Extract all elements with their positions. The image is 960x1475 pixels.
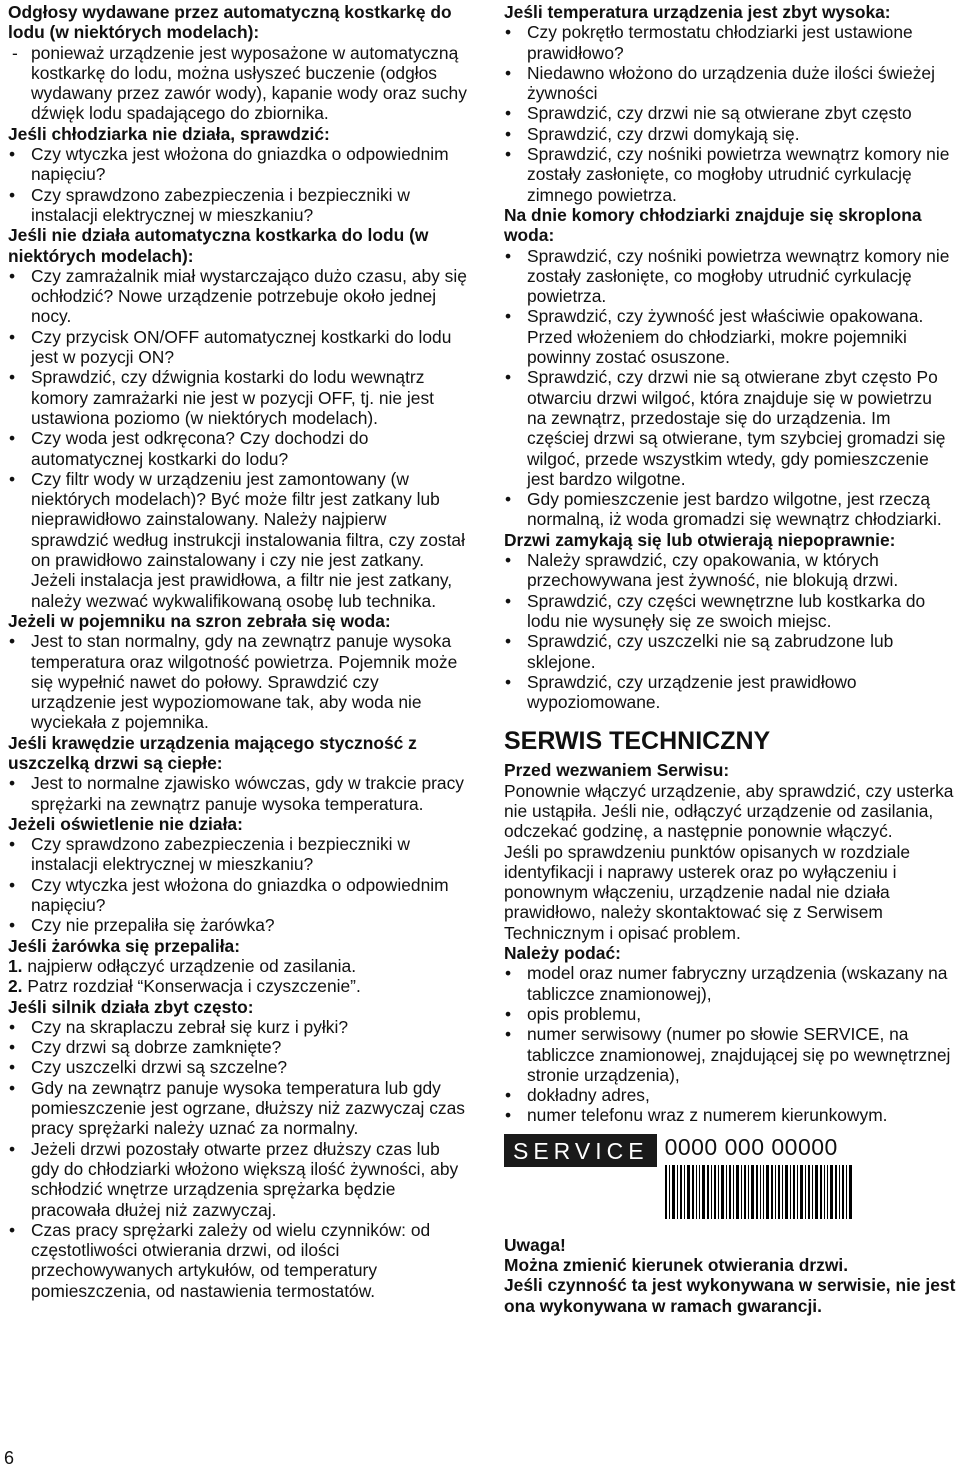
list-item: • Jest to stan normalny, gdy na zewnątrz panuje wysoka temperatura oraz wilgotność powietrza. Pojemnik może się wypełnić nawet do połowy. Sprawdzić czy urządzenie jest wypoziomowane tak, aby woda nie wyciekała z pojemnika. (8, 631, 468, 732)
section-heading-before-service: Przed wezwaniem Serwisu: (504, 760, 730, 781)
list-item: • Czy wtyczka jest włożona do gniazdka o odpowiednim napięciu? (8, 875, 468, 916)
provide-list (504, 963, 956, 1125)
before-service-paragraph-2: Jeśli po sprawdzeniu punktów opisanych w rozdziale identyfikacji i naprawy usterek oraz po wyłączeniu i ponownym włączeniu, urządzenie nadal nie działa prawidłowo, należy skontaktować się z Serwisem Technicznym i opisać problem. (504, 841, 910, 943)
warning-line: Można zmienić kierunek otwierania drzwi. (504, 1255, 849, 1276)
page-number: 6 (4, 1448, 15, 1468)
list-item: • Gdy pomieszczenie jest bardzo wilgotne, jest rzeczą normalną, iż woda gromadzi się wewnątrz chłodziarki. (504, 489, 956, 530)
list-item: • Jest to normalne zjawisko wówczas, gdy w trakcie pracy sprężarki na zewnątrz panuje wysoka temperatura. (8, 773, 468, 814)
section-heading-not-working: Jeśli chłodziarka nie działa, sprawdzić: (8, 123, 330, 144)
section-heading-temperature: Jeśli temperatura urządzenia jest zbyt wysoka: (504, 2, 891, 22)
list-item: • Czy sprawdzono zabezpieczenia i bezpieczniki w instalacji elektrycznej w mieszkaniu? (8, 834, 468, 875)
list-item: • Sprawdzić, czy nośniki powietrza wewnątrz komory nie zostały zasłonięte, co mogłoby utrudnić cyrkulację zimnego powietrza. (504, 144, 956, 205)
step-text: najpierw odłączyć urządzenie od zasilania. (27, 955, 357, 976)
list-item: • Czy przycisk ON/OFF automatycznej kostkarki do lodu jest w pozycji ON? (8, 327, 468, 368)
list-item: • dokładny adres, (504, 1085, 956, 1105)
list-item: • Czy sprawdzono zabezpieczenia i bezpieczniki w instalacji elektrycznej w mieszkaniu? (8, 185, 468, 226)
section-heading-icemaker-not-working: Jeśli nie działa automatyczna kostkarka do lodu (w niektórych modelach): (8, 225, 429, 266)
left-column (8, 2, 468, 1301)
list-item: • Sprawdzić, czy dźwignia kostarki do lodu wewnątrz komory zamrażarki nie jest w pozycji OFF, tj. nie jest ustawiona poziomo (w niektórych modelach). (8, 367, 468, 428)
warm-edges-list (8, 773, 468, 814)
service-heading: SERWIS TECHNICZNY (504, 727, 771, 756)
step-number: 1. (8, 955, 23, 976)
section-heading-doors: Drzwi zamykają się lub otwierają niepoprawnie: (504, 529, 896, 550)
list-item: • Czy woda jest odkręcona? Czy dochodzi do automatycznej kostkarki do lodu? (8, 428, 468, 469)
temperature-list (504, 22, 956, 205)
section-heading-warm-edges: Jeśli krawędzie urządzenia mającego styczność z uszczelką drzwi są ciepłe: (8, 732, 417, 773)
list-item: • Czy uszczelki drzwi są szczelne? (8, 1057, 468, 1077)
list-item: • Czy drzwi są dobrze zamknięte? (8, 1037, 468, 1057)
doors-list (504, 550, 956, 712)
section-heading-bulb: Jeśli żarówka się przepaliła: (8, 935, 240, 956)
list-item: • Czy nie przepaliła się żarówka? (8, 915, 468, 935)
list-item: • opis problemu, (504, 1004, 956, 1024)
list-item: • Czy wtyczka jest włożona do gniazdka o odpowiednim napięciu? (8, 144, 468, 185)
list-item: • Gdy na zewnątrz panuje wysoka temperatura lub gdy pomieszczenie jest ogrzane, dłuższy niż zazwyczaj czas pracy sprężarki należy uznać za normalny. (8, 1078, 468, 1139)
list-item: • Sprawdzić, czy uszczelki nie są zabrudzone lub sklejone. (504, 631, 956, 672)
icemaker-not-working-list (8, 266, 468, 611)
section-heading-light: Jeżeli oświetlenie nie działa: (8, 813, 243, 834)
list-item: • numer telefonu wraz z numerem kierunkowym. (504, 1105, 956, 1125)
list-item: • Sprawdzić, czy części wewnętrzne lub kostkarka do lodu nie wysunęły się ze swoich miejsc. (504, 591, 956, 632)
service-label-example (504, 1132, 956, 1219)
list-item: • Jeżeli drzwi pozostały otwarte przez dłuższy czas lub gdy do chłodziarki włożono większą ilość żywności, aby schłodzić wnętrze urządzenia sprężarka będzie pracowała dłużej niż zazwyczaj. (8, 1139, 468, 1220)
motor-list (8, 1017, 468, 1301)
icemaker-sounds-list (8, 43, 468, 124)
right-column (504, 2, 956, 1316)
step-text: Patrz rozdział “Konserwacja i czyszczenie”. (27, 976, 361, 997)
list-item: • Czas pracy sprężarki zależy od wielu czynników: od częstotliwości otwierania drzwi, od ilości przechowywanych artykułów, od temperatury pomieszczenia, od nastawienia termostatów. (8, 1220, 468, 1301)
step-number: 2. (8, 976, 23, 997)
list-item: • Sprawdzić, czy urządzenie jest prawidłowo wypoziomowane. (504, 672, 956, 713)
service-number: 0000 000 00000 (664, 1133, 838, 1160)
barcode-icon (665, 1165, 853, 1219)
list-item: • numer serwisowy (numer po słowie SERVICE, na tabliczce znamionowej, znajdującej się po wewnętrznej stronie urządzenia), (504, 1024, 956, 1085)
list-item: • Czy na skraplaczu zebrał się kurz i pyłki? (8, 1017, 468, 1037)
section-heading-frost-water: Jeżeli w pojemniku na szron zebrała się woda: (8, 610, 391, 631)
section-heading-condensation: Na dnie komory chłodziarki znajduje się skroplona woda: (504, 204, 922, 246)
list-item: - ponieważ urządzenie jest wyposażone w automatyczną kostkarkę do lodu, można usłyszeć buczenie (odgłos wydawany przez zawór wody), kapanie wody oraz suchy dźwięk lodu spadającego do zbiornika. (8, 43, 468, 124)
before-service-paragraph: Ponownie włączyć urządzenie, aby sprawdzić, czy usterka nie ustąpiła. Jeśli nie, odłączyć urządzenie od zasilania, odczekać godzinę, a następnie ponownie włączyć. (504, 780, 954, 842)
warning-title: Uwaga! (504, 1234, 566, 1255)
list-item: • model oraz numer fabryczny urządzenia (wskazany na tabliczce znamionowej), (504, 963, 956, 1004)
step-item (8, 956, 468, 976)
section-heading-icemaker-sounds: Odgłosy wydawane przez automatyczną kostkarkę do lodu (w niektórych modelach): (8, 2, 452, 43)
condensation-list (504, 246, 956, 530)
list-item: • Czy pokrętło termostatu chłodziarki jest ustawione prawidłowo? (504, 22, 956, 63)
list-item: • Niedawno włożono do urządzenia duże ilości świeżej żywności (504, 63, 956, 104)
warning-block (504, 1235, 956, 1316)
list-item: • Sprawdzić, czy żywność jest właściwie opakowana. Przed włożeniem do chłodziarki, mokre pojemniki powinny zostać osuszone. (504, 306, 956, 367)
service-number-block (665, 1132, 853, 1219)
section-heading-provide: Należy podać: (504, 943, 621, 964)
warning-line: Jeśli czynność ta jest wykonywana w serwisie, nie jest ona wykonywana w ramach gwarancji. (504, 1275, 956, 1316)
list-item: • Czy zamrażalnik miał wystarczająco dużo czasu, aby się ochłodzić? Nowe urządzenie potrzebuje około jednej nocy. (8, 266, 468, 327)
light-list (8, 834, 468, 935)
list-item: • Sprawdzić, czy drzwi domykają się. (504, 124, 956, 144)
list-item: • Sprawdzić, czy drzwi nie są otwierane zbyt często (504, 103, 956, 123)
list-item: • Sprawdzić, czy nośniki powietrza wewnątrz komory nie zostały zasłonięte, co mogłoby utrudnić cyrkulację powietrza. (504, 246, 956, 307)
list-item: • Czy filtr wody w urządzeniu jest zamontowany (w niektórych modelach)? Być może filtr jest zatkany lub nieprawidłowo zainstalowany. Należy najpierw sprawdzić według instrukcji instalowania filtra, czy został on prawidłowo zainstalowany i czy nie jest zatkany. Jeżeli instalacja jest prawidłowa, a filtr nie jest zatkany, należy wezwać wykwalifikowaną osobę lub technika. (8, 469, 468, 611)
frost-water-list (8, 631, 468, 732)
section-heading-motor: Jeśli silnik działa zbyt często: (8, 996, 254, 1017)
bulb-steps (8, 956, 468, 997)
list-item: • Sprawdzić, czy drzwi nie są otwierane zbyt często Po otwarciu drzwi wilgoć, która znajduje się w powietrzu na zewnątrz, przedostaje się do urządzenia. Im częściej drzwi są otwierane, tym szybciej gromadzi się wilgoć, przede wszystkim wtedy, gdy pomieszczenie jest bardzo wilgotne. (504, 367, 956, 489)
not-working-list (8, 144, 468, 225)
list-item: • Należy sprawdzić, czy opakowania, w których przechowywana jest żywność, nie blokują drzwi. (504, 550, 956, 591)
service-badge: SERVICE (504, 1134, 657, 1167)
step-item (8, 976, 468, 996)
